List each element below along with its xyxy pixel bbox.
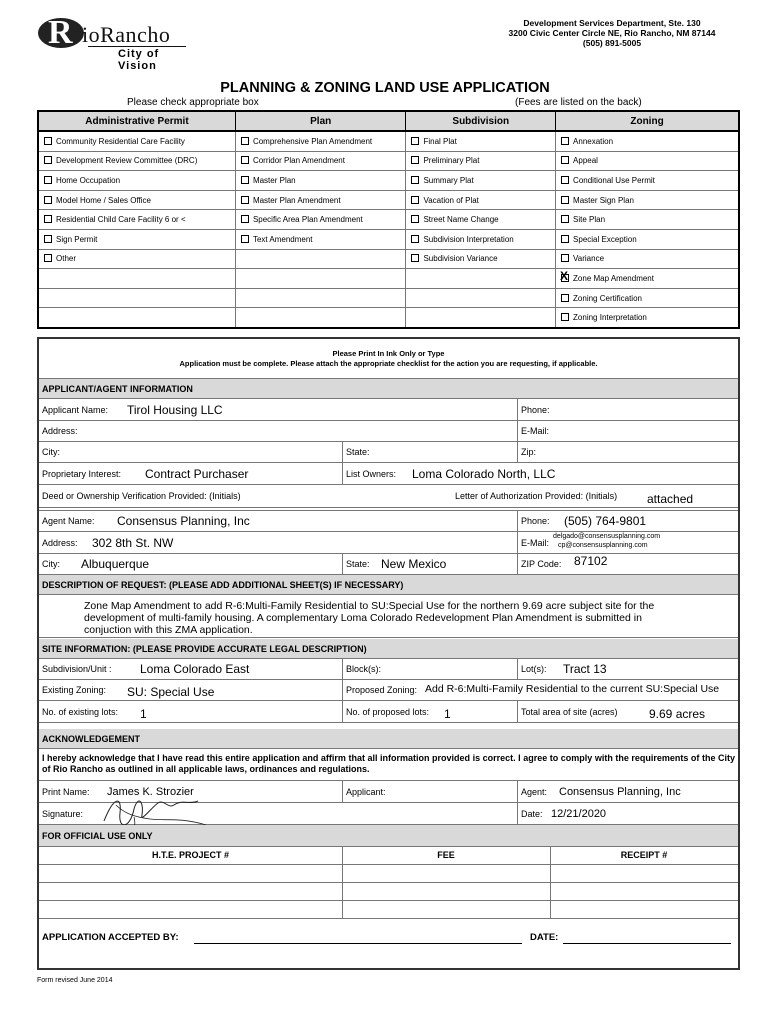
option-label: Site Plan bbox=[573, 215, 606, 225]
applicant-name-row bbox=[39, 399, 738, 421]
checkbox[interactable] bbox=[241, 196, 249, 204]
option-subdivision bbox=[406, 210, 556, 230]
deed-label: Deed or Ownership Verification Provided: (Initials) bbox=[42, 491, 241, 501]
option-plan bbox=[235, 131, 406, 151]
column-header-zoning: Zoning bbox=[556, 111, 739, 131]
empty-cell bbox=[38, 288, 235, 308]
checkbox[interactable] bbox=[44, 196, 52, 204]
checkbox[interactable] bbox=[561, 196, 569, 204]
checkbox[interactable] bbox=[44, 254, 52, 262]
empty-cell bbox=[235, 308, 406, 328]
checkbox[interactable] bbox=[44, 156, 52, 164]
option-label: Master Sign Plan bbox=[573, 195, 634, 205]
applicant-name-label: Applicant Name: bbox=[42, 404, 109, 415]
option-subdivision bbox=[406, 190, 556, 210]
checkbox[interactable] bbox=[44, 235, 52, 243]
department-line-1: Development Services Department, Ste. 130 bbox=[523, 18, 701, 28]
option-label: Street Name Change bbox=[423, 215, 499, 225]
empty-cell bbox=[235, 288, 406, 308]
checkbox[interactable] bbox=[561, 254, 569, 262]
department-address bbox=[492, 18, 732, 48]
option-label: Corridor Plan Amendment bbox=[252, 156, 345, 166]
agent-address-field[interactable]: 302 8th St. NW bbox=[92, 535, 174, 550]
site-area-label: Total area of site (acres) bbox=[521, 706, 618, 717]
empty-cell bbox=[235, 269, 406, 289]
agent-state-field[interactable]: New Mexico bbox=[381, 557, 447, 571]
checkbox[interactable] bbox=[411, 235, 419, 243]
logo-initial: R bbox=[48, 14, 73, 51]
description-section-header bbox=[39, 575, 738, 595]
option-label: Zoning Certification bbox=[573, 293, 642, 303]
letter-label: Letter of Authorization Provided: (Initials) bbox=[455, 491, 618, 501]
checkbox[interactable] bbox=[561, 294, 569, 302]
option-admin bbox=[38, 210, 235, 230]
owners-label: List Owners: bbox=[346, 468, 397, 479]
applicant-section-header bbox=[39, 379, 738, 399]
office-header-row bbox=[39, 847, 738, 865]
lots-count-row bbox=[39, 701, 738, 723]
option-zoning bbox=[556, 210, 739, 230]
print-name-label: Print Name: bbox=[42, 786, 90, 797]
description-section-title: DESCRIPTION OF REQUEST: (PLEASE ADD ADDITIONAL SHEET(S) IF NECESSARY) bbox=[42, 579, 404, 590]
existing-lots-field[interactable]: 1 bbox=[140, 707, 147, 722]
checkbox[interactable] bbox=[241, 235, 249, 243]
option-plan bbox=[235, 190, 406, 210]
option-label: Text Amendment bbox=[252, 234, 313, 244]
application-type-table bbox=[37, 110, 740, 329]
agent-name-label: Agent Name: bbox=[42, 516, 95, 526]
zoning-row bbox=[39, 680, 738, 701]
checkbox[interactable] bbox=[561, 313, 569, 321]
option-label: Preliminary Plat bbox=[423, 156, 480, 166]
option-plan bbox=[235, 210, 406, 230]
option-label: Master Plan Amendment bbox=[252, 195, 341, 205]
option-label: Other bbox=[56, 254, 77, 264]
description-line-1: Zone Map Amendment to add R-6:Multi-Family Residential to SU:Special Use for the northern 9.69 acre subject site for the bbox=[84, 600, 655, 612]
subdivision-field[interactable]: Loma Colorado East bbox=[140, 662, 250, 676]
option-label: Appeal bbox=[573, 156, 598, 166]
receipt-header: RECEIPT # bbox=[620, 850, 668, 860]
applicant-name-field[interactable]: Tirol Housing LLC bbox=[127, 402, 223, 417]
existing-zoning-field[interactable]: SU: Special Use bbox=[127, 684, 215, 699]
option-zoning bbox=[556, 151, 739, 171]
option-label: Community Residential Care Facility bbox=[56, 136, 185, 146]
option-label: Sign Permit bbox=[56, 234, 98, 244]
agent-phone-label: Phone: bbox=[521, 516, 550, 526]
checkbox[interactable] bbox=[241, 156, 249, 164]
option-label: Development Review Committee (DRC) bbox=[56, 156, 198, 166]
existing-lots-label: No. of existing lots: bbox=[42, 706, 119, 717]
agent-zip-field[interactable]: 87102 bbox=[574, 554, 608, 568]
check-mark-icon: X bbox=[560, 268, 569, 283]
subdivision-row bbox=[39, 659, 738, 680]
agent-zip-label: ZIP Code: bbox=[521, 559, 562, 569]
checkbox-checked[interactable] bbox=[560, 268, 569, 283]
ack-agent-label: Agent: bbox=[521, 786, 548, 797]
checkbox[interactable] bbox=[44, 137, 52, 145]
option-subdivision bbox=[406, 131, 556, 151]
applicant-phone-label: Phone: bbox=[521, 404, 550, 415]
option-label: Vacation of Plat bbox=[423, 195, 479, 205]
option-label: Model Home / Sales Office bbox=[56, 195, 152, 205]
logo-tagline: City of Vision bbox=[118, 48, 160, 72]
checkbox[interactable] bbox=[411, 137, 419, 145]
checkbox[interactable] bbox=[561, 137, 569, 145]
ack-text: I hereby acknowledge that I have read this entire application and affirm that all information provided is correct. I agree to comply with the requirements of the City of Rio Rancho as outlined in all applicable laws, ordinances and regulations. bbox=[42, 753, 735, 774]
empty-cell bbox=[235, 249, 406, 269]
proposed-zoning-label: Proposed Zoning: bbox=[346, 685, 418, 695]
applicant-address-row bbox=[39, 421, 738, 442]
option-label: Zoning Interpretation bbox=[573, 313, 647, 323]
option-label: Subdivision Interpretation bbox=[423, 234, 514, 244]
option-zoning bbox=[556, 190, 739, 210]
department-line-3: (505) 891-5005 bbox=[582, 38, 642, 48]
checkbox[interactable] bbox=[44, 176, 52, 184]
letter-field[interactable]: attached bbox=[647, 492, 694, 507]
option-label: Home Occupation bbox=[56, 175, 121, 185]
ack-date-label: Date: bbox=[521, 808, 543, 819]
option-subdivision bbox=[406, 229, 556, 249]
fees-note: (Fees are listed on the back) bbox=[515, 97, 642, 108]
agent-email-label: E-Mail: bbox=[521, 537, 550, 548]
option-zoning bbox=[556, 249, 739, 269]
proposed-lots-field[interactable]: 1 bbox=[444, 707, 451, 722]
checkbox[interactable] bbox=[241, 137, 249, 145]
accepted-by-label: APPLICATION ACCEPTED BY: bbox=[42, 932, 179, 943]
verification-row bbox=[39, 485, 738, 508]
interest-field[interactable]: Contract Purchaser bbox=[145, 466, 249, 481]
description-body[interactable] bbox=[39, 595, 738, 638]
office-section-title: FOR OFFICIAL USE ONLY bbox=[42, 830, 153, 841]
fee-header: FEE bbox=[437, 850, 455, 860]
option-zoning bbox=[556, 269, 739, 289]
description-line-2: development of multi-family housing. A complementary Loma Colorado Redevelopment Plan Amendment is submitted in bbox=[84, 612, 642, 624]
agent-email-1[interactable]: delgado@consensusplanning.com bbox=[553, 533, 661, 540]
subdivision-label: Subdivision/Unit : bbox=[42, 664, 112, 674]
applicant-address-label: Address: bbox=[42, 426, 78, 436]
option-label: Residential Child Care Facility 6 or < bbox=[56, 215, 186, 225]
option-admin bbox=[38, 249, 235, 269]
option-admin bbox=[38, 131, 235, 151]
option-admin bbox=[38, 151, 235, 171]
agent-name-row bbox=[39, 510, 738, 532]
form-revision-note: Form revised June 2014 bbox=[37, 977, 113, 984]
option-label: Summary Plat bbox=[423, 175, 474, 185]
checkbox[interactable] bbox=[411, 215, 419, 223]
accepted-by-line[interactable] bbox=[194, 943, 522, 944]
option-label: Conditional Use Permit bbox=[573, 175, 655, 185]
column-header-admin: Administrative Permit bbox=[38, 111, 235, 131]
checkbox[interactable] bbox=[241, 215, 249, 223]
department-line-2: 3200 Civic Center Circle NE, Rio Rancho, NM 87144 bbox=[508, 28, 716, 38]
signature-label: Signature: bbox=[42, 808, 84, 819]
ack-section-title: ACKNOWLEDGEMENT bbox=[42, 733, 140, 744]
agent-name-field[interactable]: Consensus Planning, Inc bbox=[117, 514, 250, 528]
option-label: Variance bbox=[573, 254, 605, 264]
option-label: Annexation bbox=[573, 136, 614, 146]
applicant-city-label: City: bbox=[42, 447, 60, 457]
accepted-date-line[interactable] bbox=[563, 943, 731, 944]
option-plan bbox=[235, 229, 406, 249]
option-plan bbox=[235, 171, 406, 191]
existing-zoning-label: Existing Zoning: bbox=[42, 685, 107, 695]
ack-applicant-label: Applicant: bbox=[346, 786, 386, 797]
project-number-header: H.T.E. PROJECT # bbox=[151, 850, 230, 860]
signature-row bbox=[39, 803, 738, 825]
ack-agent-field[interactable]: Consensus Planning, Inc bbox=[559, 785, 681, 798]
checkbox[interactable] bbox=[561, 215, 569, 223]
option-label: Comprehensive Plan Amendment bbox=[252, 136, 373, 146]
checkbox[interactable] bbox=[561, 176, 569, 184]
empty-cell bbox=[406, 308, 556, 328]
site-area-field[interactable]: 9.69 acres bbox=[649, 707, 706, 722]
checkbox[interactable] bbox=[411, 176, 419, 184]
check-box-note: Please check appropriate box bbox=[127, 97, 259, 108]
ack-date-field[interactable]: 12/21/2020 bbox=[551, 807, 607, 820]
empty-cell bbox=[406, 269, 556, 289]
option-label: Zone Map Amendment bbox=[573, 273, 654, 283]
interest-row bbox=[39, 463, 738, 485]
option-plan bbox=[235, 151, 406, 171]
blocks-label: Block(s): bbox=[346, 664, 382, 674]
checkbox[interactable] bbox=[241, 176, 249, 184]
instructions-line-1: Please Print In Ink Only or Type bbox=[332, 349, 445, 358]
office-row[interactable] bbox=[39, 865, 738, 883]
agent-city-row bbox=[39, 554, 738, 575]
checkbox[interactable] bbox=[561, 235, 569, 243]
option-admin bbox=[38, 171, 235, 191]
owners-field[interactable]: Loma Colorado North, LLC bbox=[412, 466, 556, 481]
option-admin bbox=[38, 190, 235, 210]
lots-label: Lot(s): bbox=[521, 664, 547, 674]
agent-phone-field[interactable]: (505) 764-9801 bbox=[564, 514, 647, 528]
description-line-3: conjuction with this ZMA application. bbox=[84, 624, 253, 636]
option-zoning bbox=[556, 131, 739, 151]
option-zoning bbox=[556, 171, 739, 191]
agent-city-field[interactable]: Albuquerque bbox=[81, 557, 150, 571]
accepted-date-label: DATE: bbox=[530, 932, 559, 943]
office-row[interactable] bbox=[39, 883, 738, 901]
ack-statement bbox=[39, 749, 738, 781]
logo-divider bbox=[88, 46, 186, 47]
agent-state-label: State: bbox=[346, 559, 370, 569]
column-header-subdivision: Subdivision bbox=[406, 111, 556, 131]
empty-cell bbox=[406, 288, 556, 308]
checkbox[interactable] bbox=[44, 215, 52, 223]
instructions bbox=[39, 339, 738, 379]
option-zoning bbox=[556, 308, 739, 328]
page-title: PLANNING & ZONING LAND USE APPLICATION bbox=[220, 80, 550, 96]
proposed-zoning-field[interactable]: Add R-6:Multi-Family Residential to the current SU:Special Use bbox=[425, 683, 720, 695]
empty-cell bbox=[38, 269, 235, 289]
proposed-lots-label: No. of proposed lots: bbox=[346, 706, 430, 717]
agent-address-row bbox=[39, 532, 738, 554]
checkbox[interactable] bbox=[411, 196, 419, 204]
applicant-state-label: State: bbox=[346, 447, 370, 457]
option-label: Master Plan bbox=[252, 175, 296, 185]
option-label: Special Exception bbox=[573, 234, 637, 244]
checkbox[interactable] bbox=[561, 156, 569, 164]
column-header-plan: Plan bbox=[235, 111, 406, 131]
city-logo bbox=[38, 14, 188, 72]
checkbox[interactable] bbox=[411, 254, 419, 262]
agent-address-label: Address: bbox=[42, 537, 78, 548]
option-subdivision bbox=[406, 151, 556, 171]
office-row[interactable] bbox=[39, 901, 738, 919]
interest-label: Proprietary Interest: bbox=[42, 468, 122, 479]
application-form bbox=[37, 337, 740, 970]
applicant-zip-label: Zip: bbox=[521, 447, 537, 457]
ack-section-header bbox=[39, 729, 738, 749]
option-subdivision bbox=[406, 171, 556, 191]
site-section-header bbox=[39, 639, 738, 659]
applicant-email-label: E-Mail: bbox=[521, 426, 550, 436]
option-label: Final Plat bbox=[423, 136, 457, 146]
instructions-line-2: Application must be complete. Please attach the appropriate checklist for the action you are requesting, if applicable. bbox=[179, 359, 598, 368]
agent-city-label: City: bbox=[42, 559, 60, 569]
print-name-field[interactable]: James K. Strozier bbox=[107, 785, 194, 798]
option-label: Specific Area Plan Amendment bbox=[252, 215, 363, 225]
option-label: Subdivision Variance bbox=[423, 254, 498, 264]
site-section-title: SITE INFORMATION: (PLEASE PROVIDE ACCURATE LEGAL DESCRIPTION) bbox=[42, 643, 367, 654]
logo-name: ioRancho bbox=[82, 22, 171, 47]
agent-email-2[interactable]: cp@consensusplanning.com bbox=[558, 542, 648, 549]
option-zoning bbox=[556, 229, 739, 249]
empty-cell bbox=[38, 308, 235, 328]
option-admin bbox=[38, 229, 235, 249]
office-section-header bbox=[39, 825, 738, 847]
lots-field[interactable]: Tract 13 bbox=[563, 662, 607, 676]
applicant-city-row bbox=[39, 442, 738, 463]
checkbox[interactable] bbox=[411, 156, 419, 164]
applicant-section-title: APPLICANT/AGENT INFORMATION bbox=[42, 383, 193, 394]
option-subdivision bbox=[406, 249, 556, 269]
option-zoning bbox=[556, 288, 739, 308]
